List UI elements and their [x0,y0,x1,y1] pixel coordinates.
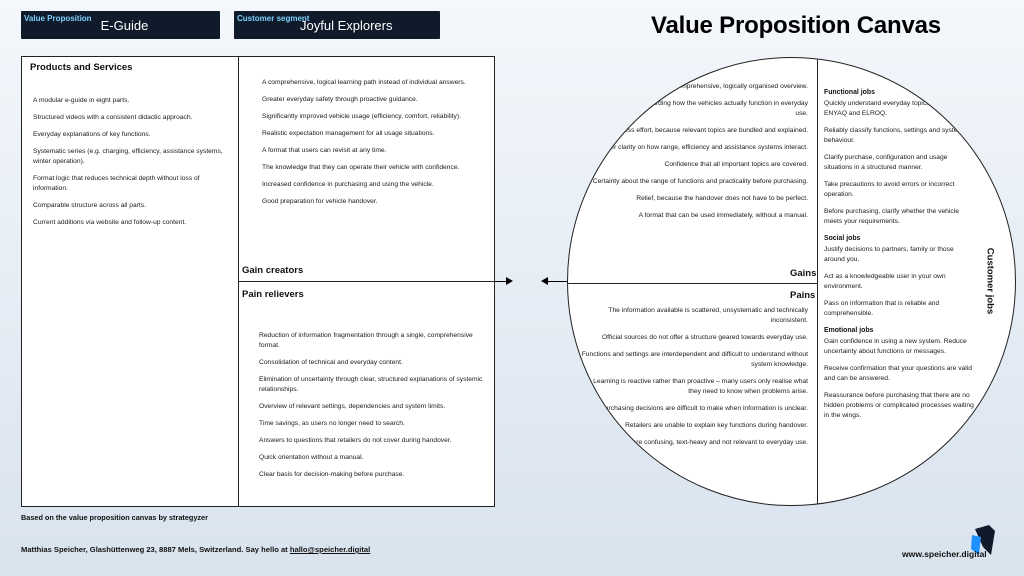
gain-creators-list [262,78,474,214]
list-item: Format logic that reduces technical depth without loss of information. [33,175,200,192]
list-item: Gain confidence in using a new system. Reduce uncertainty about functions or messages. [824,338,967,355]
list-item: Functions and settings are interdependent and difficult to understand without system knowledge. [581,351,808,368]
customer-jobs-group-title: Social jobs [824,235,861,242]
list-item: Structured videos with a consistent didactic approach. [33,114,193,121]
list-item: Reduction of information fragmentation through a single, comprehensive format. [259,332,473,349]
list-item: Transparency regarding how the vehicles actually function in everyday use. [600,100,808,117]
list-item: Less effort, because relevant topics are bundled and explained. [620,127,808,134]
customer-jobs-title: Customer jobs [984,247,996,315]
list-item: Quickly understand everyday topics relating to the ENYAQ and ELROQ. [824,100,972,117]
list-item: Current additions via website and follow-up content. [33,219,187,226]
list-item: Greater everyday safety through proactive guidance. [262,96,418,103]
contact-prefix: Matthias Speicher, Glashüttenweg 23, 8887 Mels, Switzerland. Say hello at [21,545,290,554]
list-item: Significantly improved vehicle usage (efficiency, comfort, reliability). [262,113,461,120]
list-item: A format that can be used immediately, without a manual. [638,212,808,219]
list-item: Realistic expectation management for all usage situations. [262,130,435,137]
customer-segment-value: Joyful Explorers [300,18,393,33]
list-item: A format that users can revisit at any time. [262,147,387,154]
list-item: Clear basis for decision-making before purchase. [259,471,405,478]
circle-horizontal-divider [568,283,817,284]
list-item: Confidence that all important topics are covered. [664,161,808,168]
circle-vertical-divider [817,58,818,505]
customer-segment-tag [234,11,440,39]
gain-creators-title: Gain creators [242,265,304,276]
list-item: Manuals are confusing, text-heavy and not relevant to everyday use. [605,439,808,446]
website-text: www.speicher.digital [902,549,987,559]
customer-jobs-list [824,88,976,428]
pain-relievers-title: Pain relievers [242,289,304,300]
customer-jobs-group-title: Emotional jobs [824,327,874,334]
list-item: The information available is scattered, unsystematic and technically inconsistent. [608,307,808,324]
list-item: Reassurance before purchasing that there are no hidden problems or complicated processes waiting in the wings. [824,392,974,419]
pain-relievers-list [259,331,483,487]
list-item: Relief, because the handover does not have to be perfect. [636,195,808,202]
list-item: Purchasing decisions are difficult to make when information is unclear. [600,405,808,412]
products-services-title: Products and Services [30,62,133,73]
contact-line [21,545,370,554]
list-item: A modular e-guide in eight parts. [33,97,130,104]
pains-list [580,306,808,455]
arrow-right-icon [506,277,513,285]
customer-jobs-group-title: Functional jobs [824,89,875,96]
list-item: Pass on information that is reliable and comprehensible. [824,300,940,317]
contact-email-link[interactable]: hallo@speicher.digital [289,545,371,554]
footer-note: Based on the value proposition canvas by strategyzer [21,513,208,522]
list-item: Receive confirmation that your questions are valid and can be answered. [824,365,972,382]
list-item: Greater clarity on how range, efficiency and assistance systems interact. [593,144,808,151]
list-item: Certainty about the range of functions and practicality before purchasing. [592,178,808,185]
list-item: Elimination of uncertainty through clear, structured explanations of systemic relationships. [259,376,483,393]
value-proposition-tag [21,11,220,39]
customer-profile-circle [567,57,1016,506]
list-item: Before purchasing, clarify whether the vehicle meets your requirements. [824,208,959,225]
value-proposition-label: Value Proposition [24,14,92,23]
list-item: Clarify purchase, configuration and usage situations in a structured manner. [824,154,948,171]
arrow-left-icon [541,277,548,285]
list-item: Systematic series (e.g. charging, efficiency, assistance systems, winter operation). [33,148,223,165]
list-item: Comparable structure across all parts. [33,202,146,209]
pains-title: Pains [790,290,816,301]
list-item: Take precautions to avoid errors or incorrect operation. [824,181,955,198]
list-item: Answers to questions that retailers do not cover during handover. [259,437,452,444]
list-item: Overview of relevant settings, dependencies and system limits. [259,403,446,410]
gains-title: Gains [790,268,817,279]
customer-segment-label: Customer segment [237,14,310,23]
list-item: Quick orientation without a manual. [259,454,364,461]
list-item: A comprehensive, logically organised overview. [668,83,808,90]
gains-list [592,82,808,228]
list-item: Consolidation of technical and everyday content. [259,359,403,366]
list-item: The knowledge that they can operate their vehicle with confidence. [262,164,460,171]
products-services-list [33,96,229,235]
list-item: A comprehensive, logical learning path instead of individual answers. [262,79,466,86]
list-item: Good preparation for vehicle handover. [262,198,378,205]
list-item: Learning is reactive rather than proactive – many users only realise what they need to know when problems arise. [593,378,808,395]
value-map-square [21,56,495,507]
list-item: Everyday explanations of key functions. [33,131,151,138]
page-title: Value Proposition Canvas [651,12,941,39]
list-item: Time savings, as users no longer need to search. [259,420,405,427]
list-item: Retailers are unable to explain key functions during handover. [625,422,808,429]
square-horizontal-divider [238,281,494,282]
list-item: Act as a knowledgeable user in your own environment. [824,273,946,290]
list-item: Official sources do not offer a structure geared towards everyday use. [601,334,808,341]
list-item: Reliably classify functions, settings and system behaviour. [824,127,964,144]
list-item: Increased confidence in purchasing and using the vehicle. [262,181,434,188]
value-proposition-value: E-Guide [100,18,149,33]
list-item: Justify decisions to partners, family or those around you. [824,246,954,263]
arrow-left-line [548,281,567,282]
